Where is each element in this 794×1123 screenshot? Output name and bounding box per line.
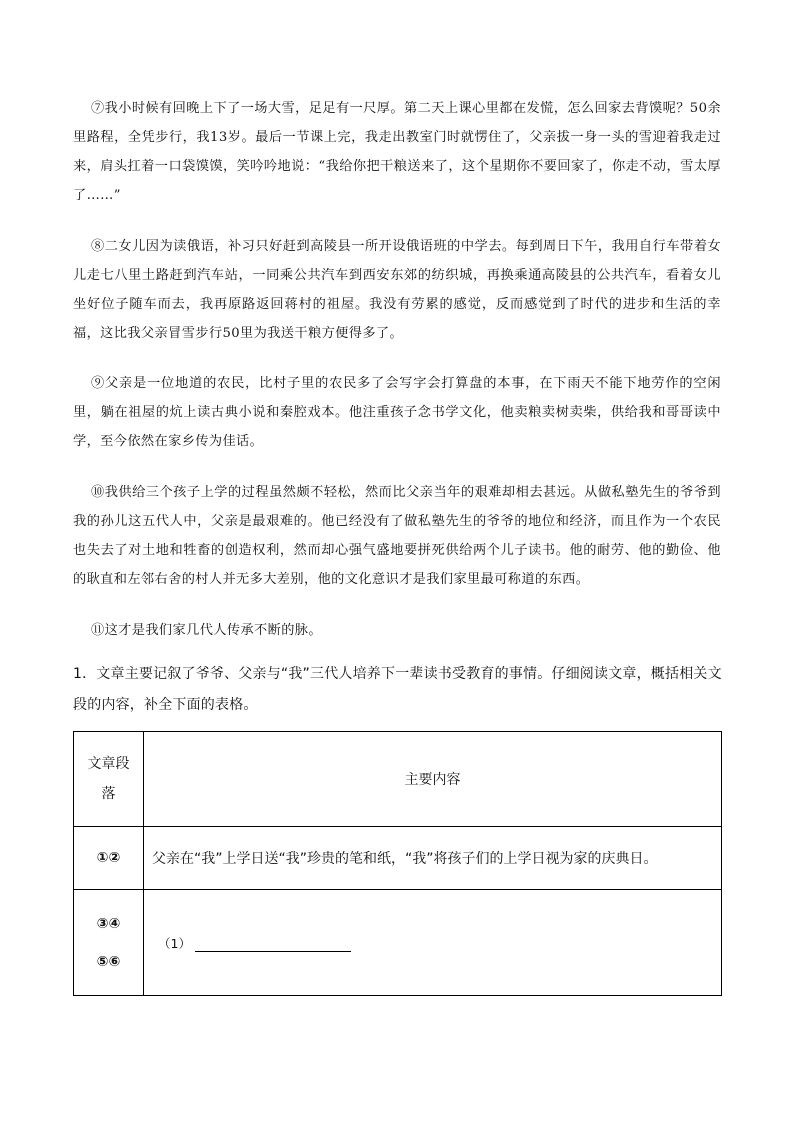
answer-blank-line[interactable]	[195, 937, 351, 952]
passage-paragraph-9: ⑨父亲是一位地道的农民，比村子里的农民多了会写字会打算盘的本事，在下雨天不能下地劳作的空闲里，躺在祖屋的炕上读古典小说和秦腔戏本。他注重孩子念书学文化，他卖粮卖树卖柴，供给我和哥哥读中学，至今依然在家乡传为佳话。	[73, 376, 721, 449]
row-paragraph-label-top: ③④	[96, 915, 121, 932]
row-label-cell	[74, 890, 144, 996]
row-content-text: 父亲在“我”上学日送“我”珍贵的笔和纸，“我”将孩子们的上学日视为家的庆典日。	[152, 851, 658, 867]
row-paragraph-label-stack	[97, 905, 121, 981]
passage-paragraph-7: ⑦我小时候有回晚上下了一场大雪，足足有一尺厚。第二天上课心里都在发慌，怎么回家去背馍呢？50余里路程，全凭步行，我13岁。最后一节课上完，我走出教室门时就愣住了，父亲拔一身一头的雪迎着我走过来，肩头扛着一口袋馍馍，笑吟吟地说：“我给你把干粮送来了，这个星期你不要回家了，你走不动，雪太厚了……”	[73, 101, 721, 203]
summary-table	[73, 731, 722, 996]
row-paragraph-label: ①②	[96, 850, 121, 866]
table-header-row	[74, 732, 722, 827]
passage-paragraph-8: ⑧二女儿因为读俄语，补习只好赶到高陵县一所开设俄语班的中学去。每到周日下午，我用自行车带着女儿走七八里土路赶到汽车站，一同乘公共汽车到西安东郊的纺织城，再换乘通高陵县的公共汽车，看着女儿坐好位子随车而去，我再原路返回蒋村的祖屋。我没有劳累的感觉，反而感觉到了时代的进步和生活的幸福，这比我父亲冒雪步行50里为我送干粮方便得多了。	[73, 239, 721, 341]
passage-paragraph-11: ⑪这才是我们家几代人传承不断的脉。	[91, 623, 322, 638]
answer-prefix: （1）	[158, 935, 191, 951]
row-content-cell	[144, 890, 722, 996]
table-row	[74, 827, 722, 890]
header-paragraph-label: 文章段落	[87, 756, 130, 802]
header-content-label: 主要内容	[404, 772, 461, 788]
row-content-cell	[144, 827, 722, 890]
passage-paragraph-10: ⑩我供给三个孩子上学的过程虽然颇不轻松，然而比父亲当年的艰难却相去甚远。从做私塾先生的爷爷到我的孙儿这五代人中，父亲是最艰难的。他已经没有了做私塾先生的爷爷的地位和经济，而且作为一个农民也失去了对土地和牲畜的创造权利，然而却心强气盛地要拼死供给两个儿子读书。他的耐劳、他的勤俭、他的耿直和左邻右舍的村人并无多大差别，他的文化意识才是我们家里最可称道的东西。	[73, 485, 721, 587]
answer-blank-wrap	[152, 934, 721, 952]
row-label-cell	[74, 827, 144, 890]
table-row	[74, 890, 722, 996]
question-1-prompt: 1．文章主要记叙了爷爷、父亲与“我”三代人培养下一辈读书受教育的事情。仔细阅读文章，概括相关文段的内容，补全下面的表格。	[73, 666, 722, 713]
table-header-content-cell	[144, 732, 722, 827]
row-paragraph-label-bottom: ⑤⑥	[96, 953, 121, 970]
table-header-paragraph-cell	[74, 732, 144, 827]
